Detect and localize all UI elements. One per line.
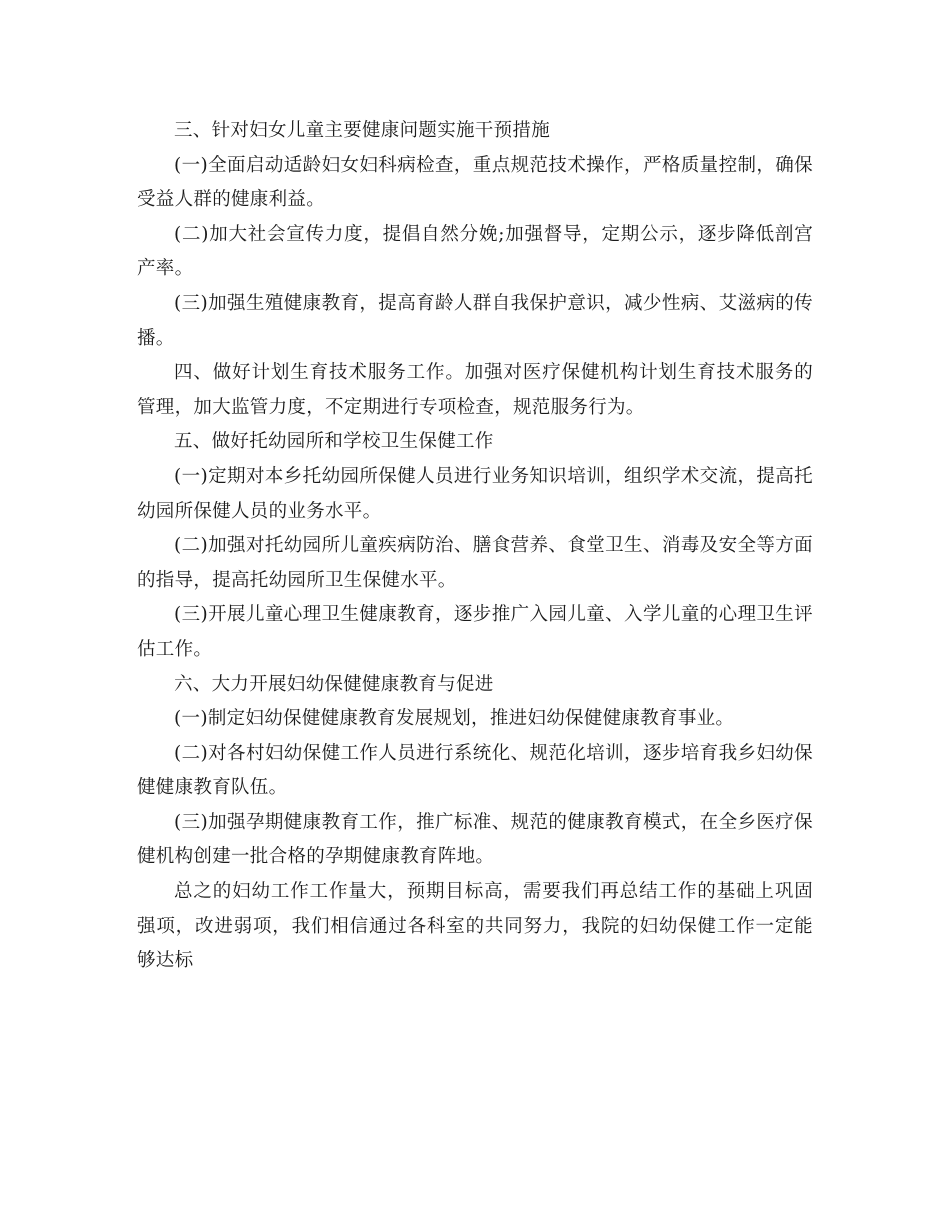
- paragraph: (一)全面启动适龄妇女妇科病检查，重点规范技术操作，严格质量控制，确保受益人群的健康利益。: [137, 154, 813, 211]
- paragraph: (三)开展儿童心理卫生健康教育，逐步推广入园儿童、入学儿童的心理卫生评估工作。: [137, 604, 813, 660]
- section-heading-5: 五、做好托幼园所和学校卫生保健工作: [174, 431, 494, 453]
- paragraph: (二)加大社会宣传力度，提倡自然分娩;加强督导，定期公示，逐步降低剖宫产率。: [137, 223, 813, 280]
- paragraph: (二)加强对托幼园所儿童疾病防治、膳食营养、食堂卫生、消毒及安全等方面的指导，提高托幼园所卫生保健水平。: [137, 535, 813, 591]
- paragraph: (二)对各村妇幼保健工作人员进行系统化、规范化培训，逐步培育我乡妇幼保健健康教育队伍。: [137, 742, 813, 799]
- conclusion-paragraph: 总之的妇幼工作工作量大，预期目标高，需要我们再总结工作的基础上巩固强项，改进弱项，我们相信通过各科室的共同努力，我院的妇幼保健工作一定能够达标: [137, 881, 813, 972]
- section-paragraph-4: 四、做好计划生育技术服务工作。加强对医疗保健机构计划生育技术服务的管理，加大监管力度，不定期进行专项检查，规范服务行为。: [137, 362, 813, 418]
- section-heading-3: 三、针对妇女儿童主要健康问题实施干预措施: [174, 120, 551, 141]
- section-heading-6: 六、大力开展妇幼保健健康教育与促进: [174, 673, 494, 695]
- paragraph: (一)定期对本乡托幼园所保健人员进行业务知识培训，组织学术交流，提高托幼园所保健人员的业务水平。: [137, 465, 813, 522]
- paragraph: (三)加强孕期健康教育工作，推广标准、规范的健康教育模式，在全乡医疗保健机构创建一批合格的孕期健康教育阵地。: [137, 811, 813, 868]
- document-body: [137, 114, 813, 979]
- paragraph: (三)加强生殖健康教育，提高育龄人群自我保护意识，减少性病、艾滋病的传播。: [137, 292, 813, 349]
- paragraph: (一)制定妇幼保健健康教育发展规划，推进妇幼保健健康教育事业。: [174, 708, 735, 730]
